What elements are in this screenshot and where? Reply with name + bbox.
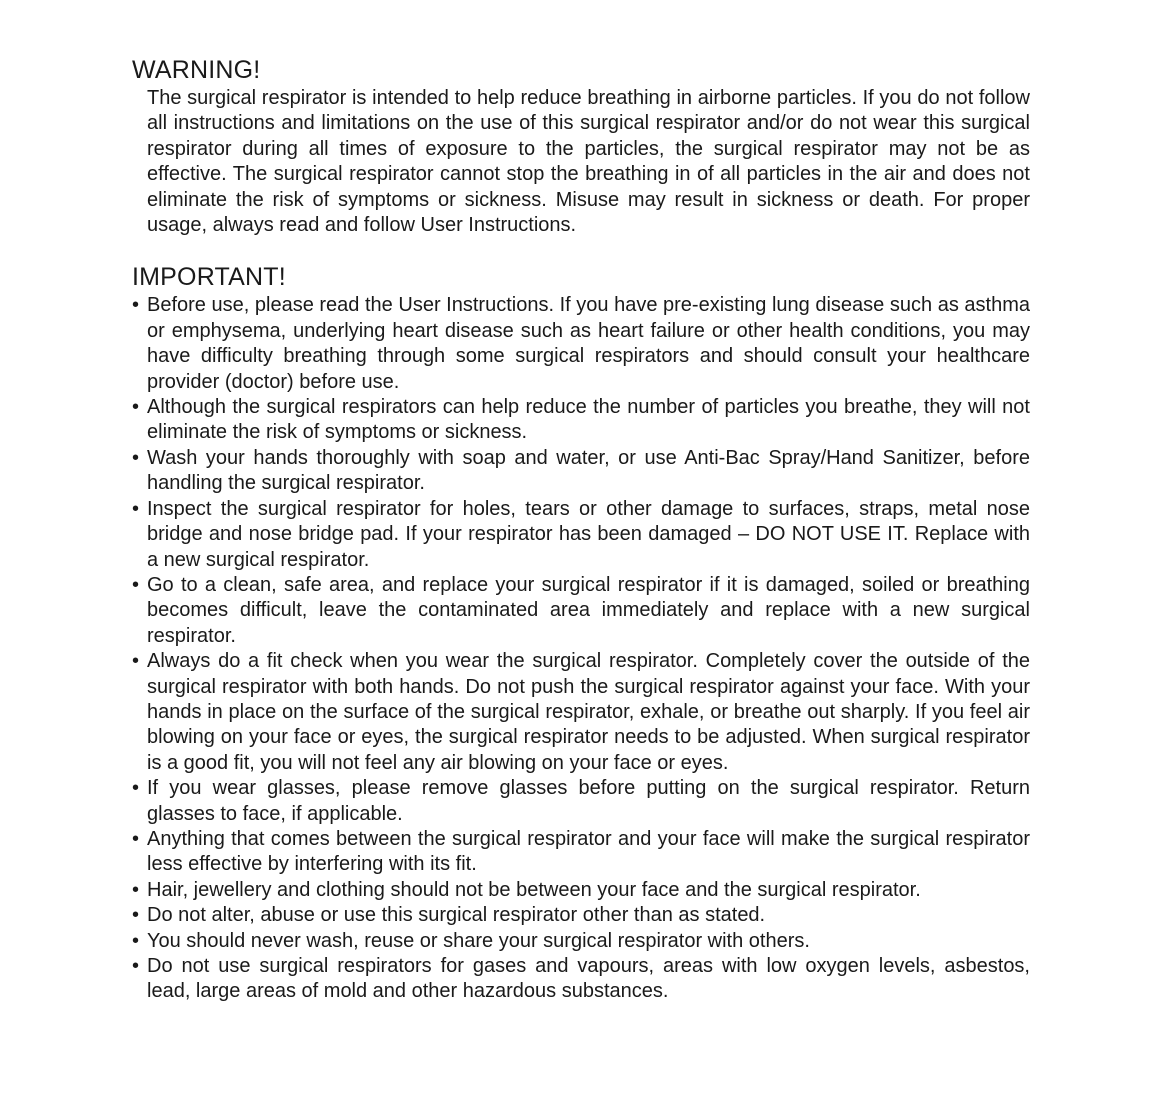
- bullet-icon: •: [132, 294, 140, 317]
- list-item-text: Anything that comes between the surgical respirator and your face will make the surgical respirator less effective by interfering with its fit.: [147, 827, 1030, 876]
- warning-text: The surgical respirator is intended to help reduce breathing in airborne particles. If you do not follow all instructions and limitations on the use of this surgical respirator and/or do not wear this surgical respirator during all times of exposure to the particles, the surgical respirator may not be as effective. The surgical respirator cannot stop the breathing in of all particles in the air and does not eliminate the risk of symptoms or sickness. Misuse may result in sickness or death. For proper usage, always read and follow User Instructions.: [147, 87, 1030, 237]
- list-item: [132, 827, 1030, 878]
- important-heading: IMPORTANT!: [132, 263, 286, 292]
- bullet-icon: •: [132, 446, 140, 469]
- bullet-icon: •: [132, 650, 140, 673]
- list-item: [132, 776, 1030, 827]
- list-item-text: Always do a fit check when you wear the surgical respirator. Completely cover the outside of the surgical respirator with both hands. Do not push the surgical respirator against your face. With your hands in place on the surface of the surgical respirator, exhale, or breathe out sharply. If you feel air blowing on your face or eyes, the surgical respirator needs to be adjusted. When surgical respirator is a good fit, you will not feel any air blowing on your face or eyes.: [147, 650, 1030, 774]
- list-item-text: You should never wash, reuse or share your surgical respirator with others.: [147, 929, 810, 952]
- list-item: [132, 395, 1030, 446]
- list-item-text: Do not use surgical respirators for gases and vapours, areas with low oxygen levels, asbestos, lead, large areas of mold and other hazardous substances.: [147, 955, 1030, 1003]
- list-item-text: Although the surgical respirators can help reduce the number of particles you breathe, they will not eliminate the risk of symptoms or sickness.: [147, 396, 1030, 444]
- bullet-icon: •: [132, 497, 140, 520]
- list-item: [132, 293, 1030, 395]
- list-item: [132, 954, 1030, 1005]
- bullet-icon: •: [132, 396, 140, 419]
- warning-heading: WARNING!: [132, 56, 261, 84]
- list-item-text: If you wear glasses, please remove glasses before putting on the surgical respirator. Return glasses to face, if applicable.: [147, 777, 1030, 825]
- bullet-icon: •: [132, 955, 140, 977]
- bullet-icon: •: [132, 878, 140, 901]
- bullet-icon: •: [132, 904, 140, 927]
- bullet-icon: •: [132, 777, 140, 800]
- list-item: [132, 903, 1030, 928]
- document: [132, 54, 1030, 1005]
- list-item: [132, 878, 1030, 903]
- warning-section: [132, 54, 1030, 238]
- list-item-text: Inspect the surgical respirator for holes, tears or other damage to surfaces, straps, metal nose bridge and nose bridge pad. If your respirator has been damaged – DO NOT USE IT. Replace with a new surgical respirator.: [147, 497, 1030, 571]
- list-item-text: Wash your hands thoroughly with soap and water, or use Anti-Bac Spray/Hand Sanitizer, before handling the surgical respirator.: [147, 446, 1030, 495]
- bullet-icon: •: [132, 929, 140, 952]
- list-item-text: Hair, jewellery and clothing should not be between your face and the surgical respirator.: [147, 878, 921, 901]
- list-item: [132, 573, 1030, 649]
- important-list: [132, 293, 1030, 1004]
- bullet-icon: •: [132, 827, 140, 850]
- list-item: [132, 446, 1030, 497]
- list-item-text: Do not alter, abuse or use this surgical respirator other than as stated.: [147, 904, 766, 927]
- list-item-text: Go to a clean, safe area, and replace your surgical respirator if it is damaged, soiled or breathing becomes difficult, leave the contaminated area immediately and replace with a new surgical respirator.: [147, 573, 1030, 647]
- list-item: [132, 497, 1030, 573]
- important-section: [132, 261, 1030, 1004]
- bullet-icon: •: [132, 573, 140, 596]
- list-item-text: Before use, please read the User Instructions. If you have pre-existing lung disease such as asthma or emphysema, underlying heart disease such as heart failure or other health conditions, you may have difficulty breathing through some surgical respirators and should consult your healthcare provider (doctor) before use.: [147, 294, 1030, 393]
- list-item: [132, 929, 1030, 954]
- list-item: [132, 649, 1030, 776]
